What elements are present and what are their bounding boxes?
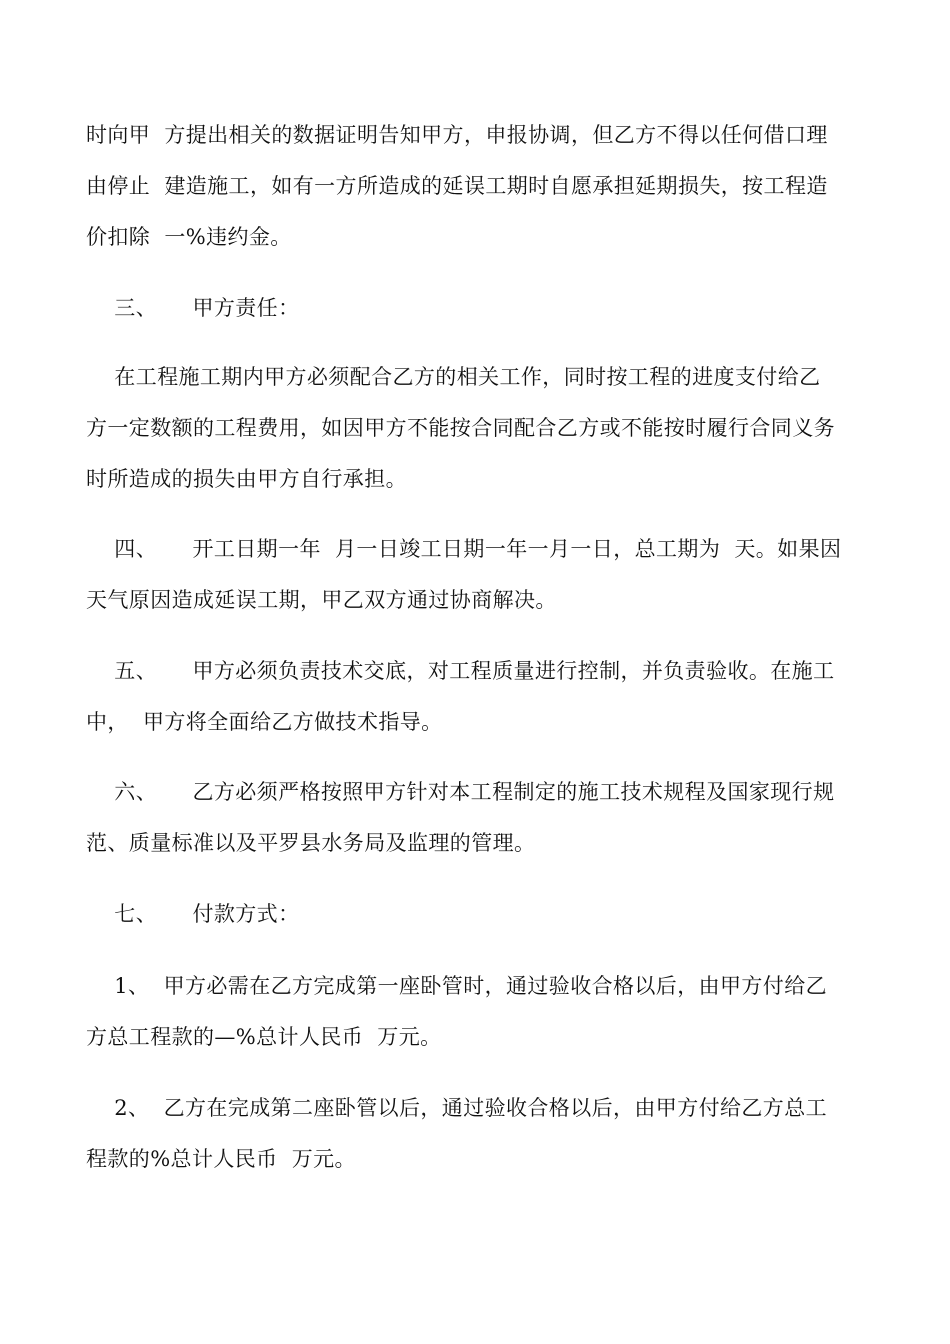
payment-2-line-1: 2、 乙方在完成第二座卧管以后，通过验收合格以后，由甲方付给乙方总工 — [86, 1096, 828, 1120]
section-3-heading: 三、 甲方责任： — [86, 296, 300, 320]
section-7-heading: 七、 付款方式： — [86, 902, 300, 926]
intro-line-3: 价扣除 一%违约金。 — [86, 225, 292, 249]
section-5-line-1: 五、 甲方必须负责技术交底，对工程质量进行控制，并负责验收。在施工 — [86, 659, 835, 683]
intro-line-2: 由停止 建造施工，如有一方所造成的延误工期时自愿承担延期损失，按工程造 — [86, 174, 828, 198]
payment-1-line-1: 1、 甲方必需在乙方完成第一座卧管时，通过验收合格以后，由甲方付给乙 — [86, 974, 828, 998]
section-6-line-1: 六、 乙方必须严格按照甲方针对本工程制定的施工技术规程及国家现行规 — [86, 780, 835, 804]
payment-1-line-2: 方总工程款的—%总计人民币 万元。 — [86, 1025, 442, 1049]
section-3-body-line-2: 方一定数额的工程费用，如因甲方不能按合同配合乙方或不能按时履行合同义务 — [86, 416, 835, 440]
intro-line-1: 时向甲 方提出相关的数据证明告知甲方，申报协调，但乙方不得以任何借口理 — [86, 123, 828, 147]
section-5-line-2: 中， 甲方将全面给乙方做技术指导。 — [86, 710, 443, 734]
section-3-body-line-1: 在工程施工期内甲方必须配合乙方的相关工作，同时按工程的进度支付给乙 — [86, 365, 821, 389]
section-3-body-line-3: 时所造成的损失由甲方自行承担。 — [86, 467, 407, 491]
section-4-line-1: 四、 开工日期一年 月一日竣工日期一年一月一日，总工期为 天。如果因 — [86, 537, 842, 561]
payment-2-line-2: 程款的%总计人民币 万元。 — [86, 1147, 356, 1171]
section-6-line-2: 范、质量标准以及平罗县水务局及监理的管理。 — [86, 831, 536, 855]
section-4-line-2: 天气原因造成延误工期，甲乙双方通过协商解决。 — [86, 588, 557, 612]
